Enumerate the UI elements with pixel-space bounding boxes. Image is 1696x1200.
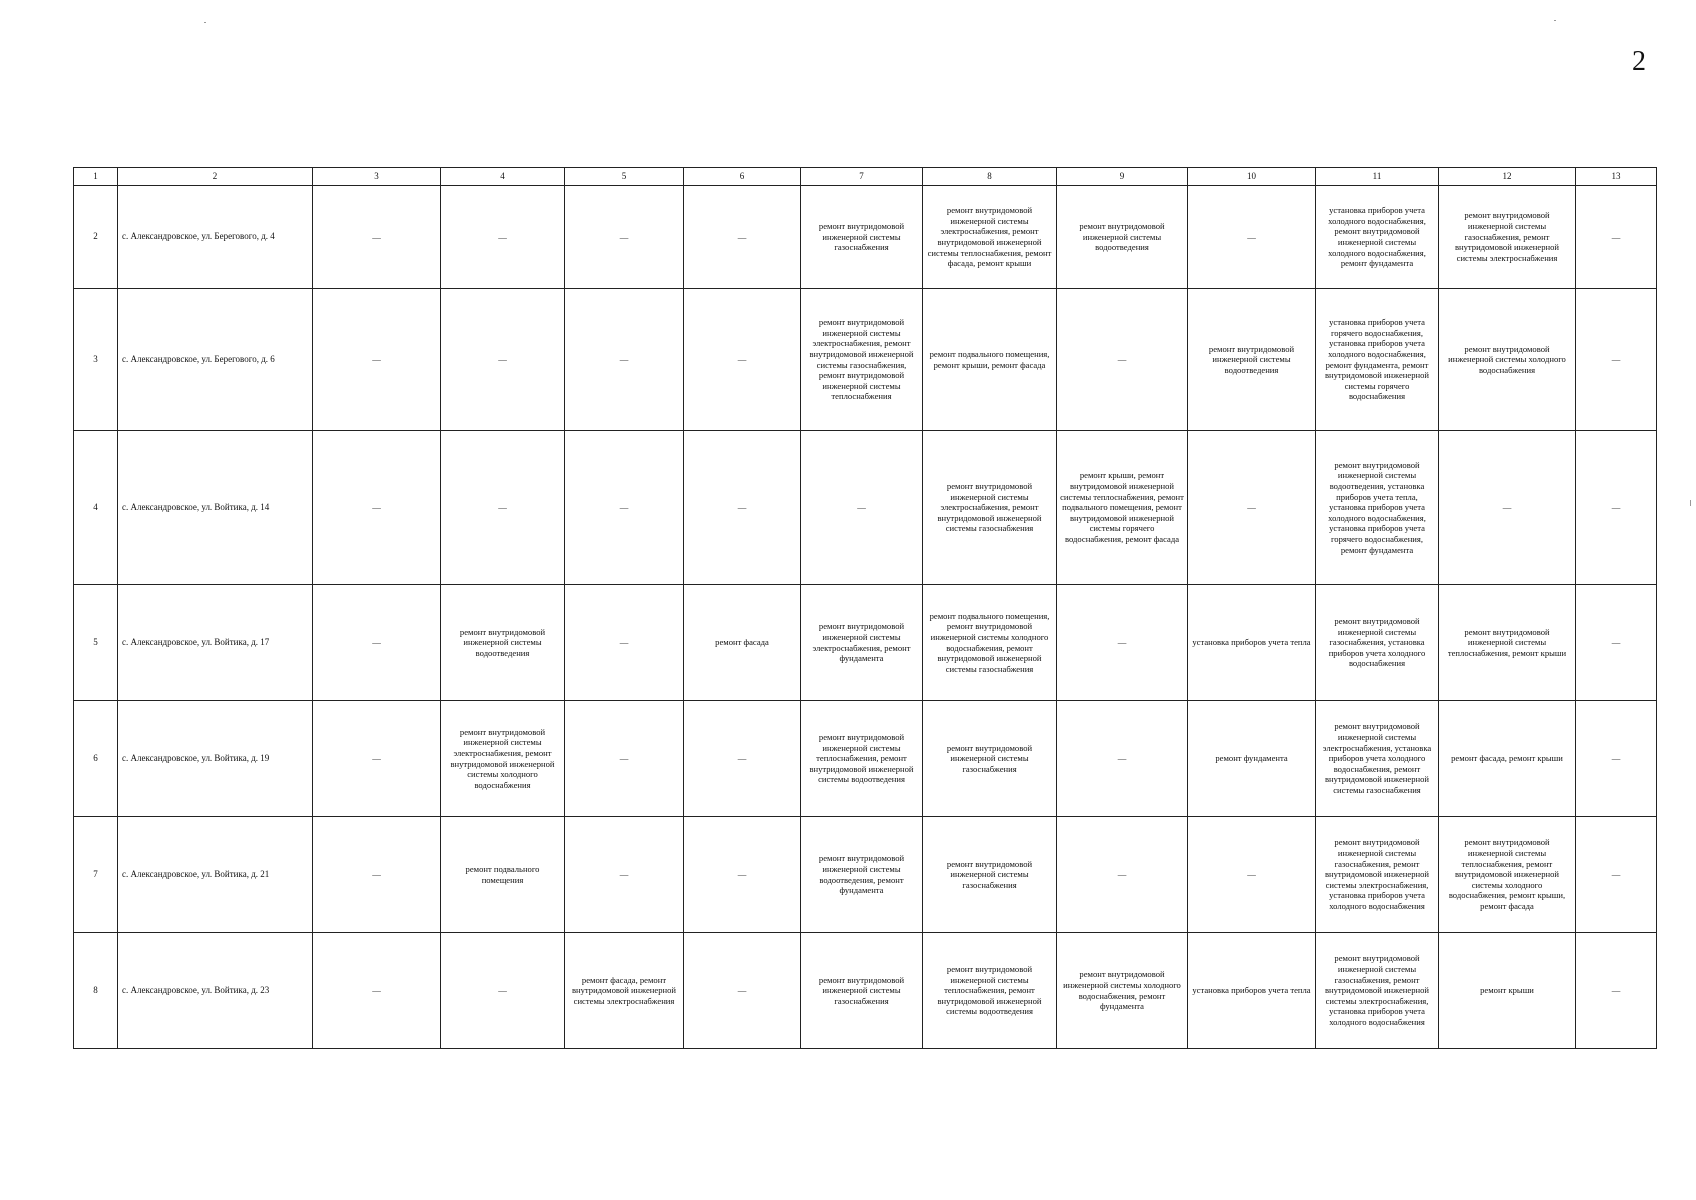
table-row (74, 933, 1657, 1049)
cell-text: ремонт внутридомовой инженерной системы водоотведения (1079, 221, 1165, 253)
work-cell (1316, 701, 1439, 817)
cell-text: установка приборов учета холодного водоснабжения, ремонт внутридомовой инженерной системы холодного водоснабжения, ремонт фундамента (1328, 205, 1426, 269)
work-cell (1188, 186, 1316, 289)
cell-text: 4 (93, 501, 98, 512)
row-number-cell (74, 701, 118, 817)
empty-dash: — (1611, 354, 1621, 365)
work-cell (1188, 289, 1316, 431)
work-cell (1316, 585, 1439, 701)
work-cell (1057, 289, 1188, 431)
cell-text: ремонт фасада, ремонт внутридомовой инженерной системы электроснабжения (571, 974, 677, 1006)
column-number-header: 5 (565, 168, 684, 186)
empty-dash: — (1611, 231, 1621, 242)
cell-text: ремонт внутридомовой инженерной системы электроснабжения, ремонт внутридомовой инженерной системы газоснабжения, ремонт внутридомовой инженерной системы теплоснабжения (809, 316, 914, 402)
empty-dash: — (619, 637, 629, 648)
work-cell (923, 585, 1057, 701)
table-row (74, 585, 1657, 701)
work-cell (1316, 289, 1439, 431)
table-row (74, 186, 1657, 289)
work-cell (1576, 186, 1657, 289)
cell-text: ремонт внутридомовой инженерной системы водоотведения, установка приборов учета тепла, установка приборов учета холодного водоснабжения, установка приборов учета горячего водоснабжения, ремонт фундамента (1328, 459, 1426, 555)
empty-dash: — (498, 231, 507, 242)
work-cell (1576, 817, 1657, 933)
work-cell (313, 817, 441, 933)
work-cell (1057, 186, 1188, 289)
work-cell (1316, 933, 1439, 1049)
work-cell (313, 186, 441, 289)
cell-text: ремонт внутридомовой инженерной системы водоотведения (459, 626, 546, 658)
work-cell (1316, 431, 1439, 585)
work-cell (1188, 701, 1316, 817)
column-number-header: 1 (74, 168, 118, 186)
empty-dash: — (372, 869, 381, 880)
work-cell (923, 701, 1057, 817)
work-cell (1576, 701, 1657, 817)
work-cell (1057, 701, 1188, 817)
empty-dash: — (1611, 985, 1621, 996)
work-cell (1057, 585, 1188, 701)
cell-text: с. Александровское, ул. Войтика, д. 19 (122, 752, 270, 763)
row-number-cell (74, 289, 118, 431)
work-cell (801, 186, 923, 289)
empty-dash: — (498, 354, 507, 365)
work-cell (313, 933, 441, 1049)
column-number-header: 7 (801, 168, 923, 186)
cell-text: с. Александровское, ул. Войтика, д. 14 (122, 501, 270, 512)
cell-text: ремонт внутридомовой инженерной системы электроснабжения, ремонт внутридомовой инженерной системы холодного водоснабжения (450, 726, 555, 790)
work-cell (1576, 933, 1657, 1049)
cell-text: ремонт крыши (1480, 985, 1534, 996)
repair-plan-table (73, 167, 1657, 1049)
cell-text: с. Александровское, ул. Войтика, д. 21 (122, 868, 270, 879)
cell-text: ремонт внутридомовой инженерной системы теплоснабжения, ремонт внутридомовой инженерной системы водоотведения (809, 731, 914, 785)
cell-text: ремонт внутридомовой инженерной системы газоснабжения, ремонт внутридомовой инженерной системы электроснабжения (1454, 210, 1560, 263)
column-number-header: 6 (684, 168, 801, 186)
work-cell (1439, 186, 1576, 289)
cell-text: ремонт внутридомовой инженерной системы теплоснабжения, ремонт внутридомовой инженерной системы холодного водоснабжения, ремонт крыши, ремонт фасада (1448, 837, 1566, 912)
empty-dash: — (737, 502, 747, 513)
row-number-cell (74, 585, 118, 701)
work-cell (684, 289, 801, 431)
column-number-header: 2 (118, 168, 313, 186)
work-cell (923, 186, 1057, 289)
work-cell (1316, 186, 1439, 289)
empty-dash: — (1117, 354, 1127, 365)
work-cell (801, 289, 923, 431)
work-cell (1316, 817, 1439, 933)
empty-dash: — (498, 502, 507, 513)
work-cell (1188, 817, 1316, 933)
empty-dash: — (619, 753, 629, 764)
scan-speck (204, 22, 206, 23)
cell-text: 7 (93, 868, 98, 879)
address-cell (118, 817, 313, 933)
work-cell (1439, 817, 1576, 933)
cell-text: 6 (93, 752, 98, 763)
work-cell (1188, 431, 1316, 585)
empty-dash: — (372, 985, 381, 996)
cell-text: ремонт внутридомовой инженерной системы электроснабжения, ремонт внутридомовой инженерной системы газоснабжения (937, 480, 1042, 534)
empty-dash: — (1611, 637, 1621, 648)
cell-text: ремонт фасада, ремонт крыши (1451, 753, 1563, 764)
cell-text: ремонт внутридомовой инженерной системы газоснабжения, установка приборов учета холодного водоснабжения (1328, 615, 1426, 669)
cell-text: с. Александровское, ул. Войтика, д. 23 (122, 984, 270, 995)
cell-text: ремонт внутридомовой инженерной системы газоснабжения (946, 858, 1033, 890)
work-cell (1439, 585, 1576, 701)
cell-text: ремонт внутридомовой инженерной системы газоснабжения (818, 221, 905, 253)
work-cell (565, 585, 684, 701)
work-cell (313, 701, 441, 817)
empty-dash: — (1117, 753, 1127, 764)
empty-dash: — (372, 502, 381, 513)
work-cell (1439, 431, 1576, 585)
column-number-header: 3 (313, 168, 441, 186)
empty-dash: — (1611, 753, 1621, 764)
table-row (74, 431, 1657, 585)
cell-text: с. Александровское, ул. Войтика, д. 17 (122, 636, 270, 647)
table-row (74, 701, 1657, 817)
work-cell (801, 817, 923, 933)
row-number-cell (74, 186, 118, 289)
cell-text: с. Александровское, ул. Берегового, д. 4 (122, 231, 275, 242)
cell-text: с. Александровское, ул. Берегового, д. 6 (122, 353, 275, 364)
cell-text: ремонт подвального помещения, ремонт внутридомовой инженерной системы холодного водоснабжения, ремонт внутридомовой инженерной системы газоснабжения (929, 610, 1050, 674)
work-cell (801, 933, 923, 1049)
work-cell (684, 431, 801, 585)
work-cell (441, 817, 565, 933)
column-number-header: 9 (1057, 168, 1188, 186)
work-cell (313, 585, 441, 701)
work-cell (801, 431, 923, 585)
empty-dash: — (737, 985, 747, 996)
empty-dash: — (372, 354, 381, 365)
empty-dash: — (372, 231, 381, 242)
work-cell (1057, 431, 1188, 585)
cell-text: ремонт внутридомовой инженерной системы водоотведения, ремонт фундамента (818, 853, 905, 896)
work-cell (684, 585, 801, 701)
empty-dash: — (619, 502, 629, 513)
cell-text: ремонт внутридомовой инженерной системы электроснабжения, ремонт внутридомовой инженерной системы теплоснабжения, ремонт фасада, ремонт крыши (927, 205, 1052, 269)
work-cell (923, 933, 1057, 1049)
work-cell (441, 289, 565, 431)
empty-dash: — (737, 753, 747, 764)
empty-dash: — (1247, 869, 1256, 880)
work-cell (923, 289, 1057, 431)
column-number-row (74, 168, 1657, 186)
cell-text: установка приборов учета горячего водоснабжения, установка приборов учета холодного водоснабжения, ремонт фундамента, ремонт внутридомовой инженерной системы горячего водоснабжения (1324, 316, 1430, 402)
cell-text: ремонт подвального помещения, ремонт крыши, ремонт фасада (929, 348, 1050, 370)
cell-text: ремонт внутридомовой инженерной системы водоотведения (1208, 343, 1295, 375)
page-number: 2 (1632, 46, 1646, 77)
cell-text: 8 (93, 984, 98, 995)
cell-text: 2 (93, 231, 98, 242)
scan-speck (1554, 20, 1556, 21)
cell-text: ремонт внутридомовой инженерной системы электроснабжения, ремонт фундамента (812, 621, 911, 664)
cell-text: ремонт внутридомовой инженерной системы теплоснабжения, ремонт крыши (1447, 626, 1567, 658)
column-number-header: 10 (1188, 168, 1316, 186)
cell-text: установка приборов учета тепла (1192, 637, 1311, 648)
work-cell (1576, 431, 1657, 585)
scan-speck (1690, 500, 1691, 506)
empty-dash: — (1502, 502, 1512, 513)
work-cell (801, 701, 923, 817)
work-cell (801, 585, 923, 701)
work-cell (565, 701, 684, 817)
work-cell (684, 933, 801, 1049)
work-cell (441, 585, 565, 701)
work-cell (1576, 585, 1657, 701)
work-cell (441, 186, 565, 289)
address-cell (118, 933, 313, 1049)
work-cell (313, 431, 441, 585)
row-number-cell (74, 933, 118, 1049)
work-cell (565, 933, 684, 1049)
cell-text: ремонт внутридомовой инженерной системы газоснабжения (818, 974, 905, 1006)
work-cell (1057, 817, 1188, 933)
empty-dash: — (372, 753, 381, 764)
cell-text: 3 (93, 353, 98, 364)
empty-dash: — (737, 231, 747, 242)
work-cell (565, 289, 684, 431)
empty-dash: — (372, 637, 381, 648)
cell-text: ремонт внутридомовой инженерной системы теплоснабжения, ремонт внутридомовой инженерной системы водоотведения (937, 963, 1042, 1017)
work-cell (1188, 933, 1316, 1049)
empty-dash: — (619, 869, 629, 880)
empty-dash: — (737, 354, 747, 365)
work-cell (441, 933, 565, 1049)
empty-dash: — (1117, 637, 1127, 648)
cell-text: установка приборов учета тепла (1192, 985, 1311, 996)
work-cell (684, 186, 801, 289)
empty-dash: — (619, 231, 629, 242)
address-cell (118, 289, 313, 431)
work-cell (565, 186, 684, 289)
column-number-header: 4 (441, 168, 565, 186)
work-cell (1188, 585, 1316, 701)
work-cell (565, 431, 684, 585)
empty-dash: — (1247, 502, 1256, 513)
column-number-header: 8 (923, 168, 1057, 186)
column-number-header: 12 (1439, 168, 1576, 186)
cell-text: ремонт внутридомовой инженерной системы газоснабжения, ремонт внутридомовой инженерной системы электроснабжения, установка приборов учета холодного водоснабжения (1324, 837, 1430, 912)
cell-text: 5 (93, 636, 98, 647)
empty-dash: — (1611, 502, 1621, 513)
work-cell (441, 701, 565, 817)
empty-dash: — (1611, 869, 1621, 880)
cell-text: ремонт крыши, ремонт внутридомовой инженерной системы теплоснабжения, ремонт подвального помещения, ремонт внутридомовой инженерной системы горячего водоснабжения, ремонт фасада (1060, 470, 1184, 545)
cell-text: ремонт фасада (715, 637, 769, 648)
cell-text: ремонт фундамента (1215, 753, 1288, 764)
table-row (74, 289, 1657, 431)
empty-dash: — (1117, 869, 1127, 880)
empty-dash: — (857, 502, 866, 513)
work-cell (1439, 933, 1576, 1049)
cell-text: ремонт внутридомовой инженерной системы электроснабжения, установка приборов учета холодного водоснабжения, ремонт внутридомовой инженерной системы газоснабжения (1322, 721, 1432, 796)
empty-dash: — (1247, 231, 1256, 242)
work-cell (923, 817, 1057, 933)
cell-text: ремонт внутридомовой инженерной системы газоснабжения, ремонт внутридомовой инженерной системы электроснабжения, установка приборов учета холодного водоснабжения (1324, 953, 1430, 1028)
work-cell (313, 289, 441, 431)
cell-text: ремонт внутридомовой инженерной системы холодного водоснабжения (1448, 343, 1566, 375)
work-cell (1576, 289, 1657, 431)
cell-text: ремонт внутридомовой инженерной системы холодного водоснабжения, ремонт фундамента (1063, 969, 1181, 1012)
address-cell (118, 431, 313, 585)
column-number-header: 13 (1576, 168, 1657, 186)
work-cell (565, 817, 684, 933)
row-number-cell (74, 431, 118, 585)
cell-text: ремонт внутридомовой инженерной системы газоснабжения (946, 742, 1033, 774)
empty-dash: — (737, 869, 747, 880)
cell-text: ремонт подвального помещения (465, 863, 540, 885)
table-row (74, 817, 1657, 933)
column-number-header: 11 (1316, 168, 1439, 186)
work-cell (684, 701, 801, 817)
empty-dash: — (498, 985, 507, 996)
work-cell (1057, 933, 1188, 1049)
empty-dash: — (619, 354, 629, 365)
address-cell (118, 186, 313, 289)
row-number-cell (74, 817, 118, 933)
address-cell (118, 585, 313, 701)
work-cell (441, 431, 565, 585)
address-cell (118, 701, 313, 817)
work-cell (923, 431, 1057, 585)
work-cell (684, 817, 801, 933)
work-cell (1439, 289, 1576, 431)
work-cell (1439, 701, 1576, 817)
